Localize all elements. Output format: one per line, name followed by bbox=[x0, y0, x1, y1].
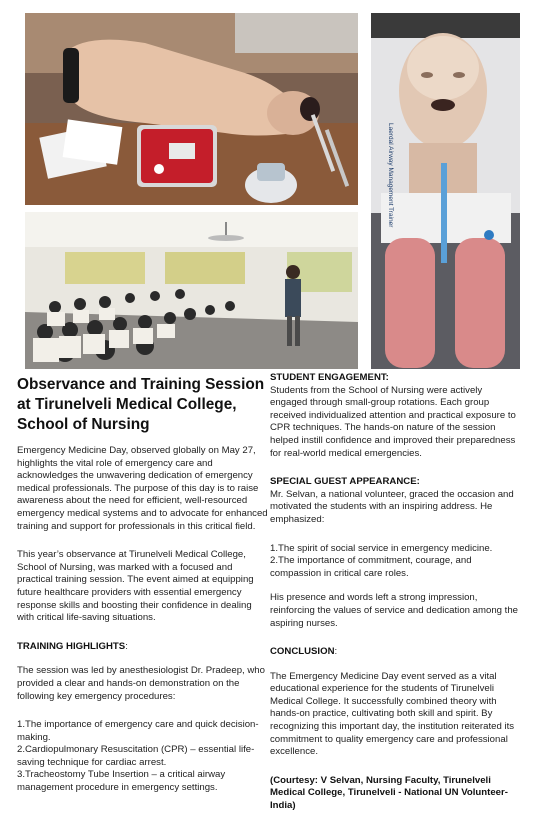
courtesy-note: (Courtesy: V Selvan, Nursing Faculty, Tirunelveli Medical College, Tirunelveli - National UN Volunteer-India) bbox=[270, 774, 508, 812]
training-heading-colon: : bbox=[125, 640, 128, 652]
intro-paragraph-2: This year’s observance at Tirunelveli Medical College, School of Nursing, was marked with a focused and practical training session. The event aimed at equipping future healthcare providers with essential emergency response skills and boosting their confidence in dealing with critical life-saving situations. bbox=[17, 549, 254, 624]
training-item-3: 3.Tracheostomy Tube Insertion – a critical airway management procedure in emergency settings. bbox=[17, 769, 226, 794]
guest-item-2: 2.The importance of commitment, courage, and compassion in critical care roles. bbox=[270, 555, 472, 579]
classroom-photo bbox=[25, 212, 358, 369]
airway-trainer-photo bbox=[371, 13, 520, 369]
conclusion-heading: CONCLUSION bbox=[270, 646, 335, 658]
guest-paragraph: Mr. Selvan, a national volunteer, graced the occasion and motivated the students with an inspiring address. He emphasized: bbox=[270, 488, 514, 525]
guest-item-1: 1.The spirit of social service in emergency medicine. bbox=[270, 542, 493, 554]
guest-heading: SPECIAL GUEST APPEARANCE: bbox=[270, 476, 420, 488]
cpr-manikin-photo bbox=[25, 13, 358, 205]
training-paragraph: The session was led by anesthesiologist Dr. Pradeep, who provided a clear and hands-on demonstration on the following key emergency procedures: bbox=[17, 665, 265, 702]
engagement-paragraph: Students from the School of Nursing were actively engaged through small-group rotations. Each group received individualized attention and practical exposure to CPR techniques. The hands-on nature of the session helped instill confidence and improved their preparedness for real-world medical emergencies. bbox=[270, 384, 516, 459]
trainer-label: Laerdal Airway Management Trainer bbox=[387, 123, 394, 228]
conclusion-heading-colon: : bbox=[334, 646, 338, 658]
intro-paragraph-1: Emergency Medicine Day, observed globally on May 27, highlights the vital role of emergency care and acknowledges the unwavering dedication of emergency medical professionals. The purpose of this day is to raise awareness about the need for efficient, well-resourced emergency medical systems and to advocate for enhanced training and support for professionals in this critical field. bbox=[17, 445, 268, 532]
guest-paragraph-2: His presence and words left a strong impression, reinforcing the values of service and dedication among the aspiring nurses. bbox=[270, 592, 518, 629]
engagement-heading: STUDENT ENGAGEMENT: bbox=[270, 372, 389, 383]
article-right-column bbox=[270, 372, 522, 813]
training-item-2: 2.Cardiopulmonary Resuscitation (CPR) – essential life-saving technique for cardiac arrest. bbox=[17, 744, 255, 768]
conclusion-heading-line bbox=[270, 646, 522, 659]
training-heading-line bbox=[17, 641, 269, 654]
training-heading: TRAINING HIGHLIGHTS bbox=[17, 640, 126, 652]
training-item-1: 1.The importance of emergency care and quick decision-making. bbox=[17, 719, 259, 743]
article-title: Observance and Training Session at Tirunelveli Medical College, School of Nursing bbox=[17, 376, 265, 433]
article-left-column bbox=[17, 372, 269, 795]
conclusion-paragraph: The Emergency Medicine Day event served as a vital educational experience for the students of Tirunelveli Medical College. It successfully combined theory with hands-on practice, cultivating both skill and spirit. By recognizing this important day, the institution reiterated its commitment to quality emergency care and professional excellence. bbox=[270, 670, 515, 758]
